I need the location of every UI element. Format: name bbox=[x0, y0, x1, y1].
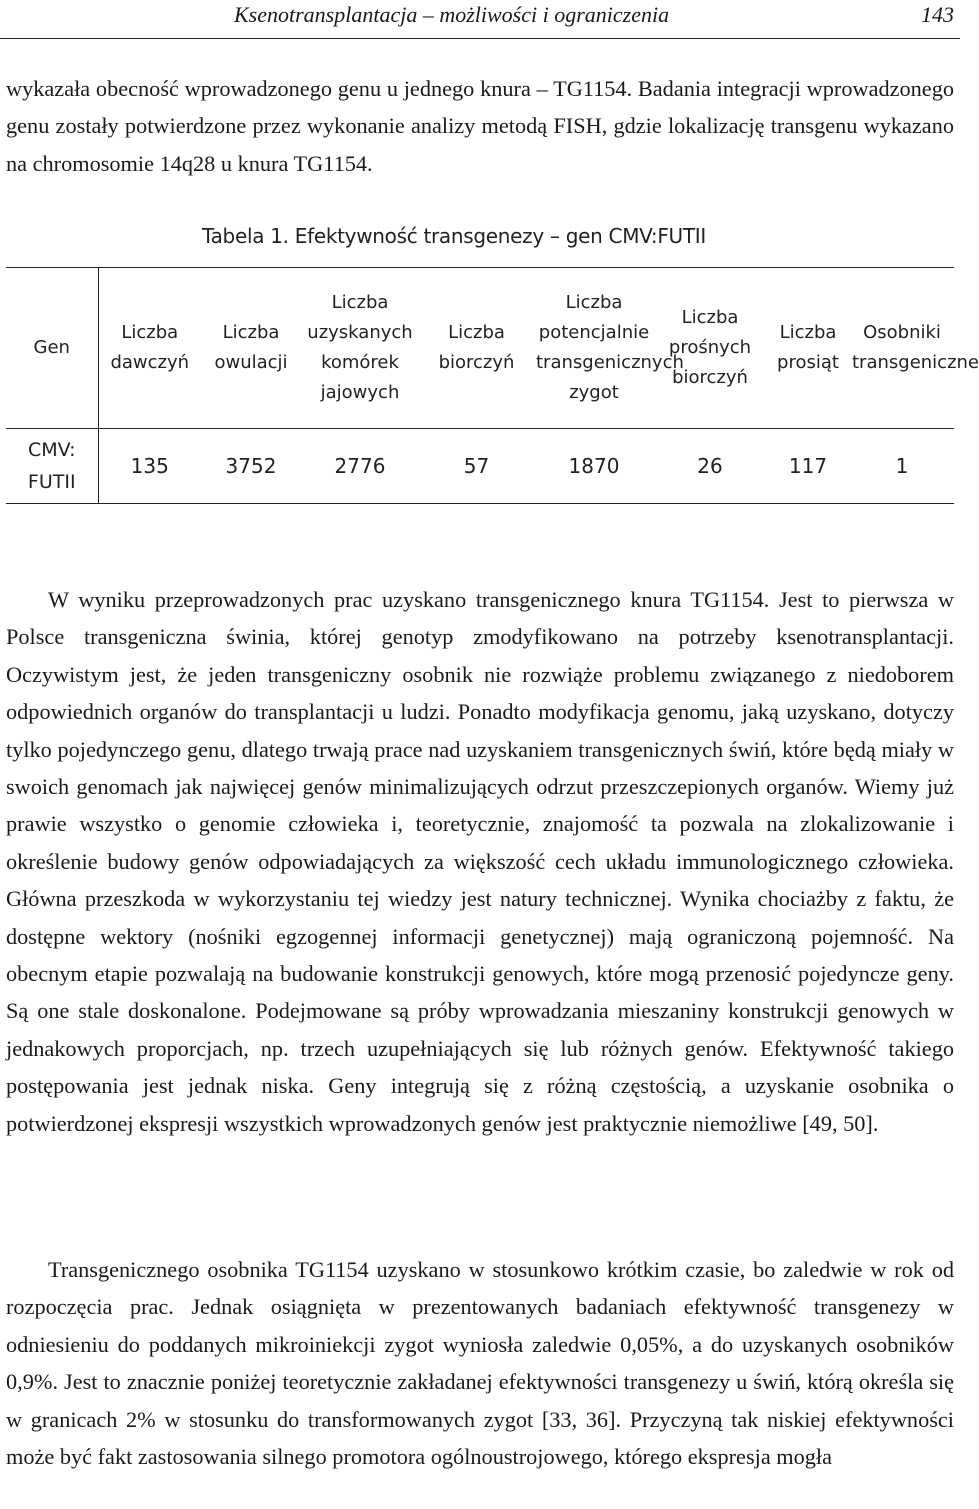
header-donors: Liczba dawczyń bbox=[98, 268, 201, 429]
cell-gen: CMV: FUTII bbox=[6, 429, 98, 504]
header-zygotes: Liczba potencjalnie transgenicznych zygot bbox=[534, 268, 654, 429]
intro-paragraph: wykazała obecność wprowadzonego genu u jednego knura – TG1154. Badania integracji wprowadzonego genu zostały potwierdzone przez wykonanie analizy metodą FISH, gdzie lokalizację transgenu wykazano na chromosomie 14q28 u knura TG1154. bbox=[6, 76, 954, 176]
efficiency-table bbox=[6, 267, 979, 504]
cell-transgenic: 1 bbox=[850, 429, 954, 504]
page-number: 143 bbox=[921, 2, 954, 27]
cell-piglets: 117 bbox=[766, 429, 850, 504]
running-head bbox=[0, 0, 960, 39]
cell-ovulations: 3752 bbox=[201, 429, 301, 504]
cell-pregnant-recipients: 26 bbox=[654, 429, 766, 504]
running-head-title: Ksenotransplantacja – możliwości i ograniczenia bbox=[234, 2, 670, 27]
cell-zygotes: 1870 bbox=[534, 429, 654, 504]
header-gen: Gen bbox=[6, 268, 98, 429]
cell-recipients: 57 bbox=[419, 429, 534, 504]
table-header-row bbox=[6, 268, 954, 429]
table-caption: Tabela 1. Efektywność transgenezy – gen CMV:FUTII bbox=[202, 224, 707, 248]
table-row bbox=[6, 429, 954, 504]
cell-donors: 135 bbox=[98, 429, 201, 504]
header-oocytes: Liczba uzyskanych komórek jajowych bbox=[301, 268, 419, 429]
header-piglets: Liczba prosiąt bbox=[766, 268, 850, 429]
header-pregnant-recipients: Liczba prośnych biorczyń bbox=[654, 268, 766, 429]
header-recipients: Liczba biorczyń bbox=[419, 268, 534, 429]
body-paragraph-3: Transgenicznego osobnika TG1154 uzyskano w stosunkowo krótkim czasie, bo zaledwie w rok od rozpoczęcia prac. Jednak osiągnięta w prezentowanych badaniach efektywność transgenezy w odniesieniu do poddanych mikroiniekcji zygot wyniosła zaledwie 0,05%, a do uzyskanych osobników 0,9%. Jest to znacznie poniżej teoretycznie zakładanej efektywności transgenezy u świń, którą określa się w granicach 2% w stosunku do transformowanych zygot [33, 36]. Przyczyną tak niskiej efektywności może być fakt zastosowania silnego promotora ogólnoustrojowego, którego ekspresja mogła bbox=[6, 1257, 954, 1470]
header-ovulations: Liczba owulacji bbox=[201, 268, 301, 429]
cell-oocytes: 2776 bbox=[301, 429, 419, 504]
body-paragraph-2: W wyniku przeprowadzonych prac uzyskano transgenicznego knura TG1154. Jest to pierwsza w Polsce transgeniczna świnia, której genotyp zmodyfikowano na potrzeby ksenotransplantacji. Oczywistym jest, że jeden transgeniczny osobnik nie rozwiąże problemu związanego z niedoborem odpowiednich organów do transplantacji u ludzi. Ponadto modyfikacja genomu, jaką uzyskano, dotyczy tylko pojedynczego genu, dlatego trwają prace nad uzyskaniem transgenicznych świń, które będą miały w swoich genomach jak najwięcej genów minimalizujących odrzut przeszczepionych organów. Wiemy już prawie wszystko o genomie człowieka i, teoretycznie, znajomość ta pozwala na zlokalizowanie i określenie budowy genów odpowiadających za większość cech układu immunologicznego człowieka. Główna przeszkoda w wykorzystaniu tej wiedzy jest natury technicznej. Wynika chociażby z faktu, że dostępne wektory (nośniki egzogennej informacji genetycznej) mają ograniczoną pojemność. Na obecnym etapie pozwalają na budowanie konstrukcji genowych, które mogą przenosić pojedyncze geny. Są one stale doskonalone. Podejmowane są próby wprowadzania mieszaniny konstrukcji genowych w jednakowych proporcjach, np. trzech uzupełniających się lub różnych genów. Efektywność takiego postępowania jest jednak niska. Geny integrują się z różną częstością, a uzyskanie osobnika o potwierdzonej ekspresji wszystkich wprowadzonych genów jest praktycznie niemożliwe [49, 50]. bbox=[6, 587, 954, 1136]
header-transgenic: Osobniki transgeniczne bbox=[850, 268, 954, 429]
